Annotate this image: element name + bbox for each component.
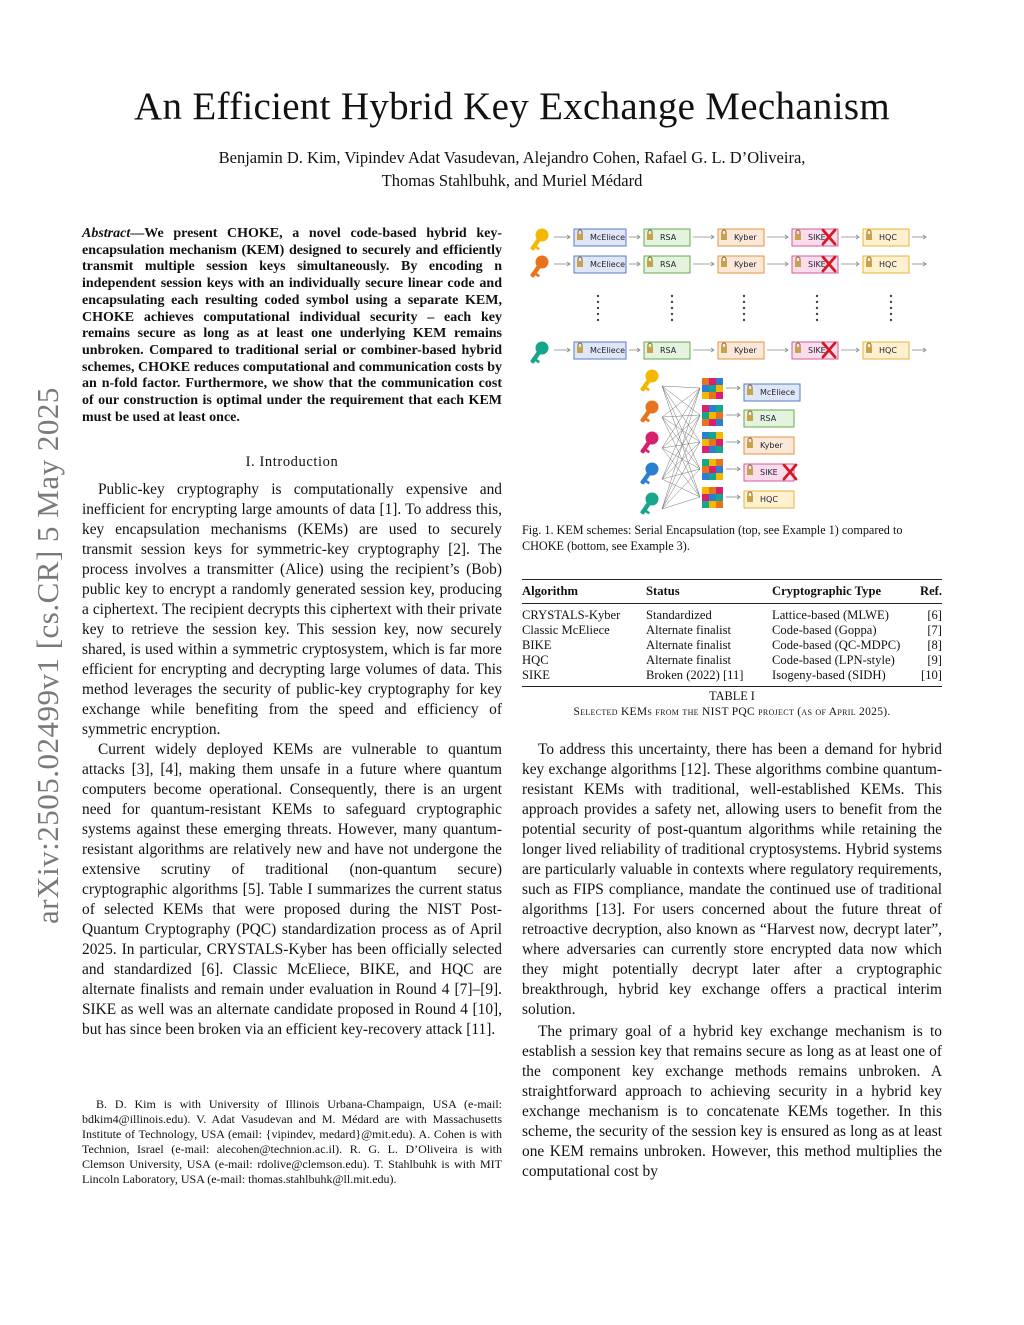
left-column-body [82,480,502,1040]
arrow [841,262,859,266]
table-cell: [10] [915,668,942,687]
abstract-label: Abstract [82,226,131,241]
table-cell: [8] [927,638,942,652]
kem-label: McEliece [590,260,626,269]
arrow [767,348,788,352]
kem-label: McEliece [760,388,796,397]
author-list [0,146,1024,192]
key-icon [636,460,661,488]
choke-kem-row [726,410,794,427]
table-cell: Broken (2022) [11] [646,668,772,687]
kem-label: RSA [660,346,677,355]
key-icon [526,226,551,254]
serial-row [526,226,926,254]
paragraph: Current widely deployed KEMs are vulnerable to quantum attacks [3], [4], making them unsafe in a future where quantum computers become operational. Consequently, there is an urgent need for quantum-resistant KEMs to safeguard cryptographic systems against these emerging threats. However, many quantum-resistant algorithms are relatively new and have not undergone the extensive scrutiny of traditional (non-quantum secure) cryptographic algorithms [5]. Table I summarizes the current status of selected KEMs that were proposed during the NIST Post-Quantum Cryptography (PQC) standardization process as of April 2025. In particular, CRYSTALS-Kyber has been officially selected and standardized [6]. Classic McEliece, BIKE, and HQC are alternate finalists and remain under evaluation in Round 4 [7]–[9]. SIKE as well was an alternate candidate proposed in Round 4 [10], but has since been broken via an efficient key-recovery attack [11]. [82,741,502,1038]
arrow [554,235,570,239]
arrow [554,348,570,352]
arrow [726,467,740,471]
column-header: Ref. [915,580,942,604]
table-caption [522,689,942,720]
section-heading: I. Introduction [245,454,339,470]
kem-label: Kyber [734,233,757,242]
affiliation-footnote: B. D. Kim is with University of Illinois Urbana-Champaign, USA (e-mail: bdkim4@illinois.edu). V. Adat Vasudevan and M. Médard are with Massachusetts Institute of Technology, USA (email: {vipindev, medard}@mit.edu). A. Cohen is with Technion, Israel (e-mail: alecohen@technion.ac.il). R. G. L. D’Oliveira is with Clemson University, USA (e-mail: rdolive@clemson.edu). T. Stahlbuhk is with MIT Lincoln Laboratory, USA (e-mail: thomas.stahlbuhk@ll.mit.edu). [82,1097,502,1186]
paragraph: Public-key cryptography is computationally expensive and inefficient for encrypting large amounts of data [1]. To address this, key encapsulation mechanisms (KEMs) are used to securely transmit session keys for symmetric-key cryptography [2]. The process involves a transmitter (Alice) using the recipient’s (Bob) public key to encrypt a randomly generated session key, producing a ciphertext. The recipient decrypts this ciphertext with their private key to retrieve the session key. This session key, now securely shared, is used within a symmetric cryptosystem, which is far more efficient for encrypting and decrypting large volumes of data. This method leverages the security of public-key cryptography for key exchange while benefiting from the speed and efficiency of symmetric encryption. [82,481,502,738]
table-cell: CRYSTALS-Kyber [522,608,621,622]
kem-label: SIKE [808,346,826,355]
kem-label: SIKE [760,468,778,477]
arrow [912,235,926,239]
figure-kem-schemes [522,220,942,520]
arxiv-identifier: arXiv:2505.02499v1 [cs.CR] 5 May 2025 [30,387,65,924]
table-cell: Code-based (QC-MDPC) [772,638,901,652]
abstract-text: —We present CHOKE, a novel code-based hybrid key-encapsulation mechanism (KEM) designed to securely and efficiently transmit multiple session keys simultaneously. By encoding n independent session keys with an individually secure linear code and encapsulating each resulting coded symbol using a separate KEM, CHOKE achieves computational individual security – each key remains secure as long as at least one underlying KEM remains unbroken. Compared to traditional serial or combiner-based hybrid schemes, CHOKE reduces computational and communication costs by an n-fold factor. Furthermore, we show that the communication cost of our construction is optimal under the requirement that each KEM must be used at least once. [82,226,502,425]
authors-line-2: Thomas Stahlbuhk, and Muriel Médard [381,171,643,190]
table-cell: [7] [927,623,942,637]
serial-row [526,253,926,281]
kem-box [718,342,764,359]
coded-symbol-tile [702,432,723,453]
ellipsis-dots [597,295,892,321]
table-row [522,668,942,687]
kem-status-table [522,579,942,687]
kem-box [718,256,764,273]
kem-box [744,437,794,454]
kem-label: SIKE [808,233,826,242]
table-cell: Classic McEliece [522,623,610,637]
kem-box [644,256,690,273]
right-column-body [522,740,942,1182]
key-icon [636,367,661,395]
kem-label: Kyber [734,260,757,269]
arrow [912,262,926,266]
table-cell: [6] [927,608,942,622]
table-caption-text: Selected KEMs from the NIST PQC project (as of April 2025). [573,705,891,718]
figure-caption: Fig. 1. KEM schemes: Serial Encapsulation (top, see Example 1) compared to CHOKE (bottom, see Example 3). [522,523,903,553]
key-icon [636,490,661,518]
kem-box [744,491,794,508]
serial-encapsulation-diagram [526,226,926,367]
table-cell: HQC [522,653,549,667]
kem-box [718,229,764,246]
kem-label: SIKE [808,260,826,269]
authors-line-1: Benjamin D. Kim, Vipindev Adat Vasudevan, Alejandro Cohen, Rafael G. L. D’Oliveira, [218,148,806,167]
arrow [841,348,859,352]
kem-label: Kyber [760,441,783,450]
table-label: TABLE I [709,689,755,703]
kem-box [744,410,794,427]
arrow [912,348,926,352]
paragraph: The primary goal of a hybrid key exchange mechanism is to establish a session key that remains secure as long as at least one of the component key exchange methods remains unbroken. A straightforward approach to achieving security in a hybrid key exchange mechanism is to concatenate KEMs together. In this scheme, the security of the session key is ensured as long as at least one KEM remains unbroken. However, this method multiplies the computational cost by [522,1023,942,1180]
arrow [767,235,788,239]
kem-label: RSA [660,260,677,269]
arrow [726,413,740,417]
choke-kem-row [726,464,796,481]
arrow [726,495,740,499]
coded-symbol-tile [702,487,723,508]
kem-box [574,256,626,273]
table-cell: [9] [927,653,942,667]
arrow [726,386,740,390]
arrow [841,235,859,239]
kem-label: McEliece [590,346,626,355]
key-icon [526,253,551,281]
table-cell: Alternate finalist [646,623,731,637]
kem-box [644,342,690,359]
kem-label: McEliece [590,233,626,242]
kem-label: HQC [879,346,897,355]
table-header-row [522,580,942,604]
kem-box [644,229,690,246]
abstract [82,226,502,426]
choke-kem-row [726,491,794,508]
kem-box [744,384,800,401]
kem-label: HQC [879,233,897,242]
arrow [693,262,714,266]
table-row [522,623,942,638]
kem-box [574,229,626,246]
arrow [693,235,714,239]
arrow [767,262,788,266]
kem-label: RSA [660,233,677,242]
table-row [522,653,942,668]
key-icon [636,398,661,426]
arrow [693,348,714,352]
choke-diagram [636,367,800,518]
table-cell: Isogeny-based (SIDH) [772,668,915,687]
kem-label: Kyber [734,346,757,355]
arrow [629,262,640,266]
paper-title: An Efficient Hybrid Key Exchange Mechanism [134,85,890,128]
table-row [522,638,942,653]
table-cell: Standardized [646,608,712,622]
table-cell: Code-based (Goppa) [772,623,877,637]
choke-kem-row [726,384,800,401]
paragraph: To address this uncertainty, there has been a demand for hybrid key exchange algorithms [12]. These algorithms combine quantum-resistant KEMs with traditional, well-established KEMs. This approach provides a safety net, allowing users to benefit from the potential security of post-quantum algorithms while retaining the longer lived reliability of traditional cryptosystems. Hybrid systems are particularly valuable in contexts where regulatory requirements, such as FIPS compliance, mandate the continued use of traditional algorithms [13]. For users concerned about the future threat of retroactive decryption, also known as “Harvest now, decrypt later”, where adversaries can currently store encrypted data now which they might potentially decrypt later after a cryptographic breakthrough, hybrid key exchange offers a practical interim solution. [522,741,942,1018]
table-cell: Lattice-based (MLWE) [772,608,889,622]
kem-label: RSA [760,414,777,423]
choke-kem-row [726,437,794,454]
kem-box [574,342,626,359]
table-row [522,604,942,624]
kem-box [863,256,909,273]
arrow [629,235,640,239]
column-header: Cryptographic Type [772,580,915,604]
arrow [629,348,640,352]
table-cell: SIKE [522,668,646,687]
coded-symbol-tile [702,405,723,426]
coded-symbol-tile [702,378,723,399]
table-cell: BIKE [522,638,552,652]
column-header: Algorithm [522,580,646,604]
column-header: Status [646,580,772,604]
key-icon [526,339,551,367]
key-icon [636,429,661,457]
table-cell: Code-based (LPN-style) [772,653,895,667]
coded-symbol-tile [702,459,723,480]
serial-row [526,339,926,367]
arrow [554,262,570,266]
arrow [726,440,740,444]
kem-label: HQC [879,260,897,269]
table-cell: Alternate finalist [646,638,731,652]
kem-label: HQC [760,495,778,504]
table-cell: Alternate finalist [646,653,731,667]
kem-box [863,229,909,246]
kem-box [863,342,909,359]
